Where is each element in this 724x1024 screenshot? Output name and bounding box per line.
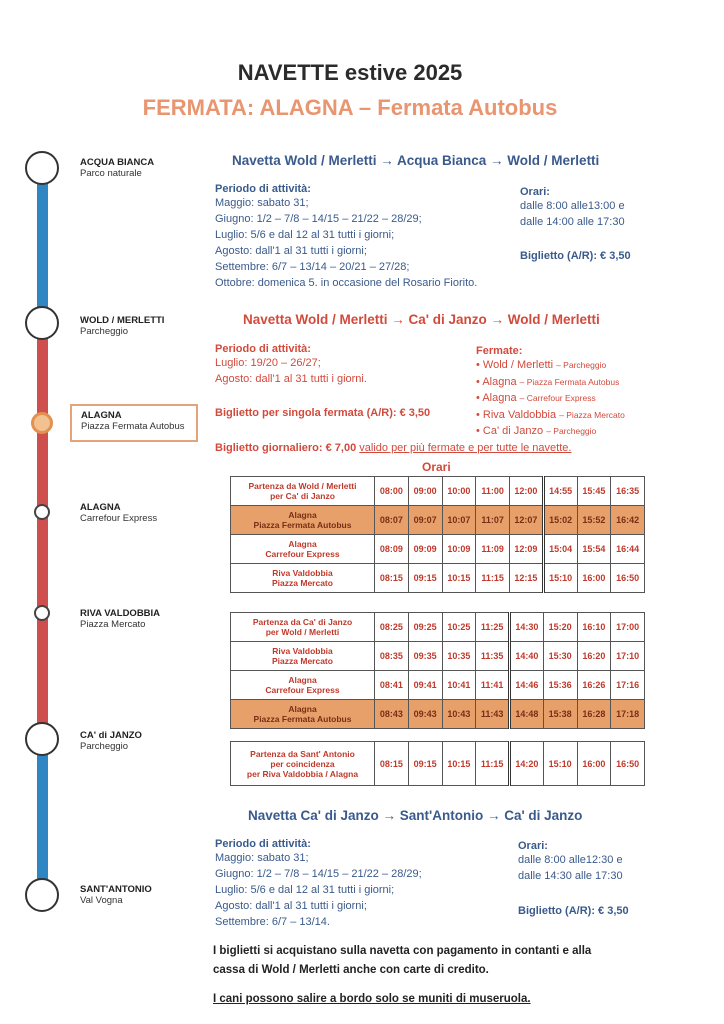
timetable-stop-cell: Alagna Piazza Fermata Autobus <box>231 506 375 535</box>
stop-marker-riva-valdobbia <box>34 605 50 621</box>
timetable-connection <box>230 741 645 786</box>
timetable-row <box>231 642 645 671</box>
timetable-time-cell: 11:15 <box>476 564 510 593</box>
timetable-time-cell: 14:40 <box>510 642 544 671</box>
timetable-time-cell: 15:54 <box>577 535 611 564</box>
timetable-time-cell: 10:07 <box>442 506 476 535</box>
payment-note: I biglietti si acquistano sulla navetta con pagamento in contanti e alla cassa di Wold / Merletti anche con carte di credito. <box>213 945 592 976</box>
page-title: NAVETTE estive 2025 <box>237 60 463 85</box>
timetable-time-cell: 10:00 <box>442 477 476 506</box>
section3-orari: Orari: dalle 8:00 alle12:30 e dalle 14:30 alle 17:30 <box>518 840 623 882</box>
stop-label-acqua-bianca: ACQUA BIANCA Parco naturale <box>80 157 155 179</box>
timetable-time-cell: 09:09 <box>408 535 442 564</box>
section1-title: Navetta Wold / Merletti → Acqua Bianca → Wold / Merletti <box>232 153 600 168</box>
route-segment-red <box>37 323 48 739</box>
stop-label-riva-valdobbia: RIVA VALDOBBIA Piazza Mercato <box>80 608 161 630</box>
timetable-time-cell: 12:07 <box>510 506 544 535</box>
timetable-time-cell: 16:44 <box>611 535 645 564</box>
stop-marker-wold-merletti <box>25 306 59 340</box>
timetable-return <box>230 612 645 729</box>
section3-title: Navetta Ca' di Janzo → Sant'Antonio → Ca' di Janzo <box>248 808 583 823</box>
timetable-time-cell: 08:00 <box>375 477 409 506</box>
timetable-time-cell: 11:15 <box>476 742 510 786</box>
stop-label-sant-antonio: SANT'ANTONIO Val Vogna <box>80 884 152 906</box>
timetable-stop-cell: Partenza da Sant' Antonio per coincidenza per Riva Valdobbia / Alagna <box>231 742 375 786</box>
timetable-time-cell: 11:09 <box>476 535 510 564</box>
route-segment-blue-bottom <box>37 739 48 894</box>
timetable-time-cell: 09:07 <box>408 506 442 535</box>
timetable-row <box>231 613 645 642</box>
timetable-time-cell: 16:00 <box>577 564 611 593</box>
stop-marker-ca-di-janzo <box>25 722 59 756</box>
stop-marker-alagna-carrefour <box>34 504 50 520</box>
timetable-time-cell: 11:41 <box>476 671 510 700</box>
timetable-header: Orari <box>422 460 451 474</box>
stop-marker-sant-antonio <box>25 878 59 912</box>
section2-period: Periodo di attività: Luglio: 19/20 – 26/27; Agosto: dall'1 al 31 tutti i giorni. <box>215 343 367 385</box>
timetable-time-cell: 08:07 <box>375 506 409 535</box>
page-subtitle: FERMATA: ALAGNA – Fermata Autobus <box>142 95 558 120</box>
timetable-time-cell: 14:55 <box>543 477 577 506</box>
timetable-time-cell: 08:09 <box>375 535 409 564</box>
route-segment-blue-top <box>37 168 48 323</box>
timetable-time-cell: 11:00 <box>476 477 510 506</box>
timetable-time-cell: 08:25 <box>375 613 409 642</box>
timetable-time-cell: 17:16 <box>611 671 645 700</box>
section3-ticket: Biglietto (A/R): € 3,50 <box>518 905 629 917</box>
section2-stops: Fermate: • Wold / Merletti – Parcheggio • Alagna – Piazza Fermata Autobus • Alagna – Carrefour Express • Riva Valdobbia – Piazza Mercato • Ca' di Janzo – Parcheggio <box>476 345 625 437</box>
timetable-time-cell: 15:30 <box>543 642 577 671</box>
stop-label-wold-merletti: WOLD / MERLETTI Parcheggio <box>80 315 165 337</box>
timetable-time-cell: 16:26 <box>577 671 611 700</box>
timetable-row <box>231 535 645 564</box>
timetable-time-cell: 16:50 <box>611 564 645 593</box>
timetable-time-cell: 16:35 <box>611 477 645 506</box>
timetable-time-cell: 15:52 <box>577 506 611 535</box>
timetable-time-cell: 15:20 <box>543 613 577 642</box>
timetable-time-cell: 16:20 <box>577 642 611 671</box>
timetable-time-cell: 15:36 <box>543 671 577 700</box>
stop-marker-current-alagna <box>31 412 53 434</box>
timetable-time-cell: 15:38 <box>543 700 577 729</box>
timetable-time-cell: 09:41 <box>408 671 442 700</box>
timetable-time-cell: 09:35 <box>408 642 442 671</box>
timetable-row <box>231 700 645 729</box>
timetable-time-cell: 10:15 <box>442 564 476 593</box>
timetable-stop-cell: Partenza da Wold / Merletti per Ca' di Janzo <box>231 477 375 506</box>
timetable-time-cell: 08:41 <box>375 671 409 700</box>
timetable-time-cell: 10:25 <box>442 613 476 642</box>
section2-daily-ticket: Biglietto giornaliero: € 7,00 valido per più fermate e per tutte le navette. <box>215 442 572 454</box>
section2-title: Navetta Wold / Merletti → Ca' di Janzo → Wold / Merletti <box>243 312 600 327</box>
timetable-time-cell: 12:00 <box>510 477 544 506</box>
timetable-time-cell: 17:00 <box>611 613 645 642</box>
timetable-time-cell: 16:10 <box>577 613 611 642</box>
timetable-time-cell: 10:43 <box>442 700 476 729</box>
timetable-time-cell: 17:10 <box>611 642 645 671</box>
timetable-time-cell: 10:35 <box>442 642 476 671</box>
timetable-time-cell: 14:48 <box>510 700 544 729</box>
timetable-stop-cell: Riva Valdobbia Piazza Mercato <box>231 642 375 671</box>
timetable-time-cell: 11:07 <box>476 506 510 535</box>
timetable-time-cell: 08:43 <box>375 700 409 729</box>
timetable-time-cell: 15:02 <box>543 506 577 535</box>
stop-label-alagna-carrefour: ALAGNA Carrefour Express <box>80 502 158 524</box>
timetable-row <box>231 671 645 700</box>
timetable-time-cell: 08:15 <box>375 564 409 593</box>
timetable-time-cell: 14:30 <box>510 613 544 642</box>
section2-single-ticket: Biglietto per singola fermata (A/R): € 3,50 <box>215 407 431 419</box>
daily-ticket-note: valido per più fermate e per tutte le navette. <box>359 442 572 454</box>
timetable-time-cell: 15:10 <box>543 564 577 593</box>
timetable-row <box>231 564 645 593</box>
timetable-time-cell: 08:35 <box>375 642 409 671</box>
timetable-time-cell: 16:42 <box>611 506 645 535</box>
timetable-stop-cell: Alagna Carrefour Express <box>231 671 375 700</box>
section1-ticket: Biglietto (A/R): € 3,50 <box>520 250 631 262</box>
timetable-time-cell: 11:25 <box>476 613 510 642</box>
timetable-stop-cell: Partenza da Ca' di Janzo per Wold / Merletti <box>231 613 375 642</box>
timetable-time-cell: 12:15 <box>510 564 544 593</box>
stop-label-current-alagna: ALAGNA Piazza Fermata Autobus <box>70 404 198 442</box>
timetable-time-cell: 10:41 <box>442 671 476 700</box>
timetable-stop-cell: Alagna Piazza Fermata Autobus <box>231 700 375 729</box>
timetable-time-cell: 15:04 <box>543 535 577 564</box>
dogs-note: I cani possono salire a bordo solo se muniti di museruola. <box>213 993 531 1005</box>
section1-orari: Orari: dalle 8:00 alle13:00 e dalle 14:00 alle 17:30 <box>520 186 625 228</box>
timetable-time-cell: 14:46 <box>510 671 544 700</box>
timetable-stop-cell: Alagna Carrefour Express <box>231 535 375 564</box>
section3-period: Periodo di attività: Maggio: sabato 31; Giugno: 1/2 – 7/8 – 14/15 – 21/22 – 28/29; Luglio: 5/6 e dal 12 al 31 tutti i giorni; Agosto: dall'1 al 31 tutti i giorni; Settembre: 6/7 – 13/14. <box>215 838 422 928</box>
timetable-time-cell: 09:15 <box>408 742 442 786</box>
timetable-time-cell: 09:43 <box>408 700 442 729</box>
timetable-time-cell: 16:00 <box>577 742 611 786</box>
stop-marker-acqua-bianca <box>25 151 59 185</box>
timetable-outbound <box>230 476 645 593</box>
section1-period: Periodo di attività: Maggio: sabato 31; Giugno: 1/2 – 7/8 – 14/15 – 21/22 – 28/29; Luglio: 5/6 e dal 12 al 31 tutti i giorni; Agosto: dall'1 al 31 tutti i giorni; Settembre: 6/7 – 13/14 – 20/21 – 27/28; Ottobre: domenica 5. in occasione del Rosario Fiorito. <box>215 183 478 289</box>
timetable-time-cell: 17:18 <box>611 700 645 729</box>
timetable-time-cell: 12:09 <box>510 535 544 564</box>
timetable-time-cell: 11:43 <box>476 700 510 729</box>
timetable-time-cell: 14:20 <box>510 742 544 786</box>
timetable-time-cell: 16:50 <box>611 742 645 786</box>
timetable-time-cell: 15:10 <box>543 742 577 786</box>
timetable-time-cell: 09:15 <box>408 564 442 593</box>
timetable-time-cell: 10:15 <box>442 742 476 786</box>
timetable-time-cell: 08:15 <box>375 742 409 786</box>
timetable-time-cell: 11:35 <box>476 642 510 671</box>
timetable-stop-cell: Riva Valdobbia Piazza Mercato <box>231 564 375 593</box>
timetable-time-cell: 15:45 <box>577 477 611 506</box>
timetable-time-cell: 16:28 <box>577 700 611 729</box>
timetable-time-cell: 10:09 <box>442 535 476 564</box>
timetable-row <box>231 506 645 535</box>
stop-label-ca-di-janzo: CA' di JANZO Parcheggio <box>80 730 142 752</box>
timetable-time-cell: 09:00 <box>408 477 442 506</box>
timetable-row <box>231 477 645 506</box>
timetable-row <box>231 742 645 786</box>
timetable-time-cell: 09:25 <box>408 613 442 642</box>
